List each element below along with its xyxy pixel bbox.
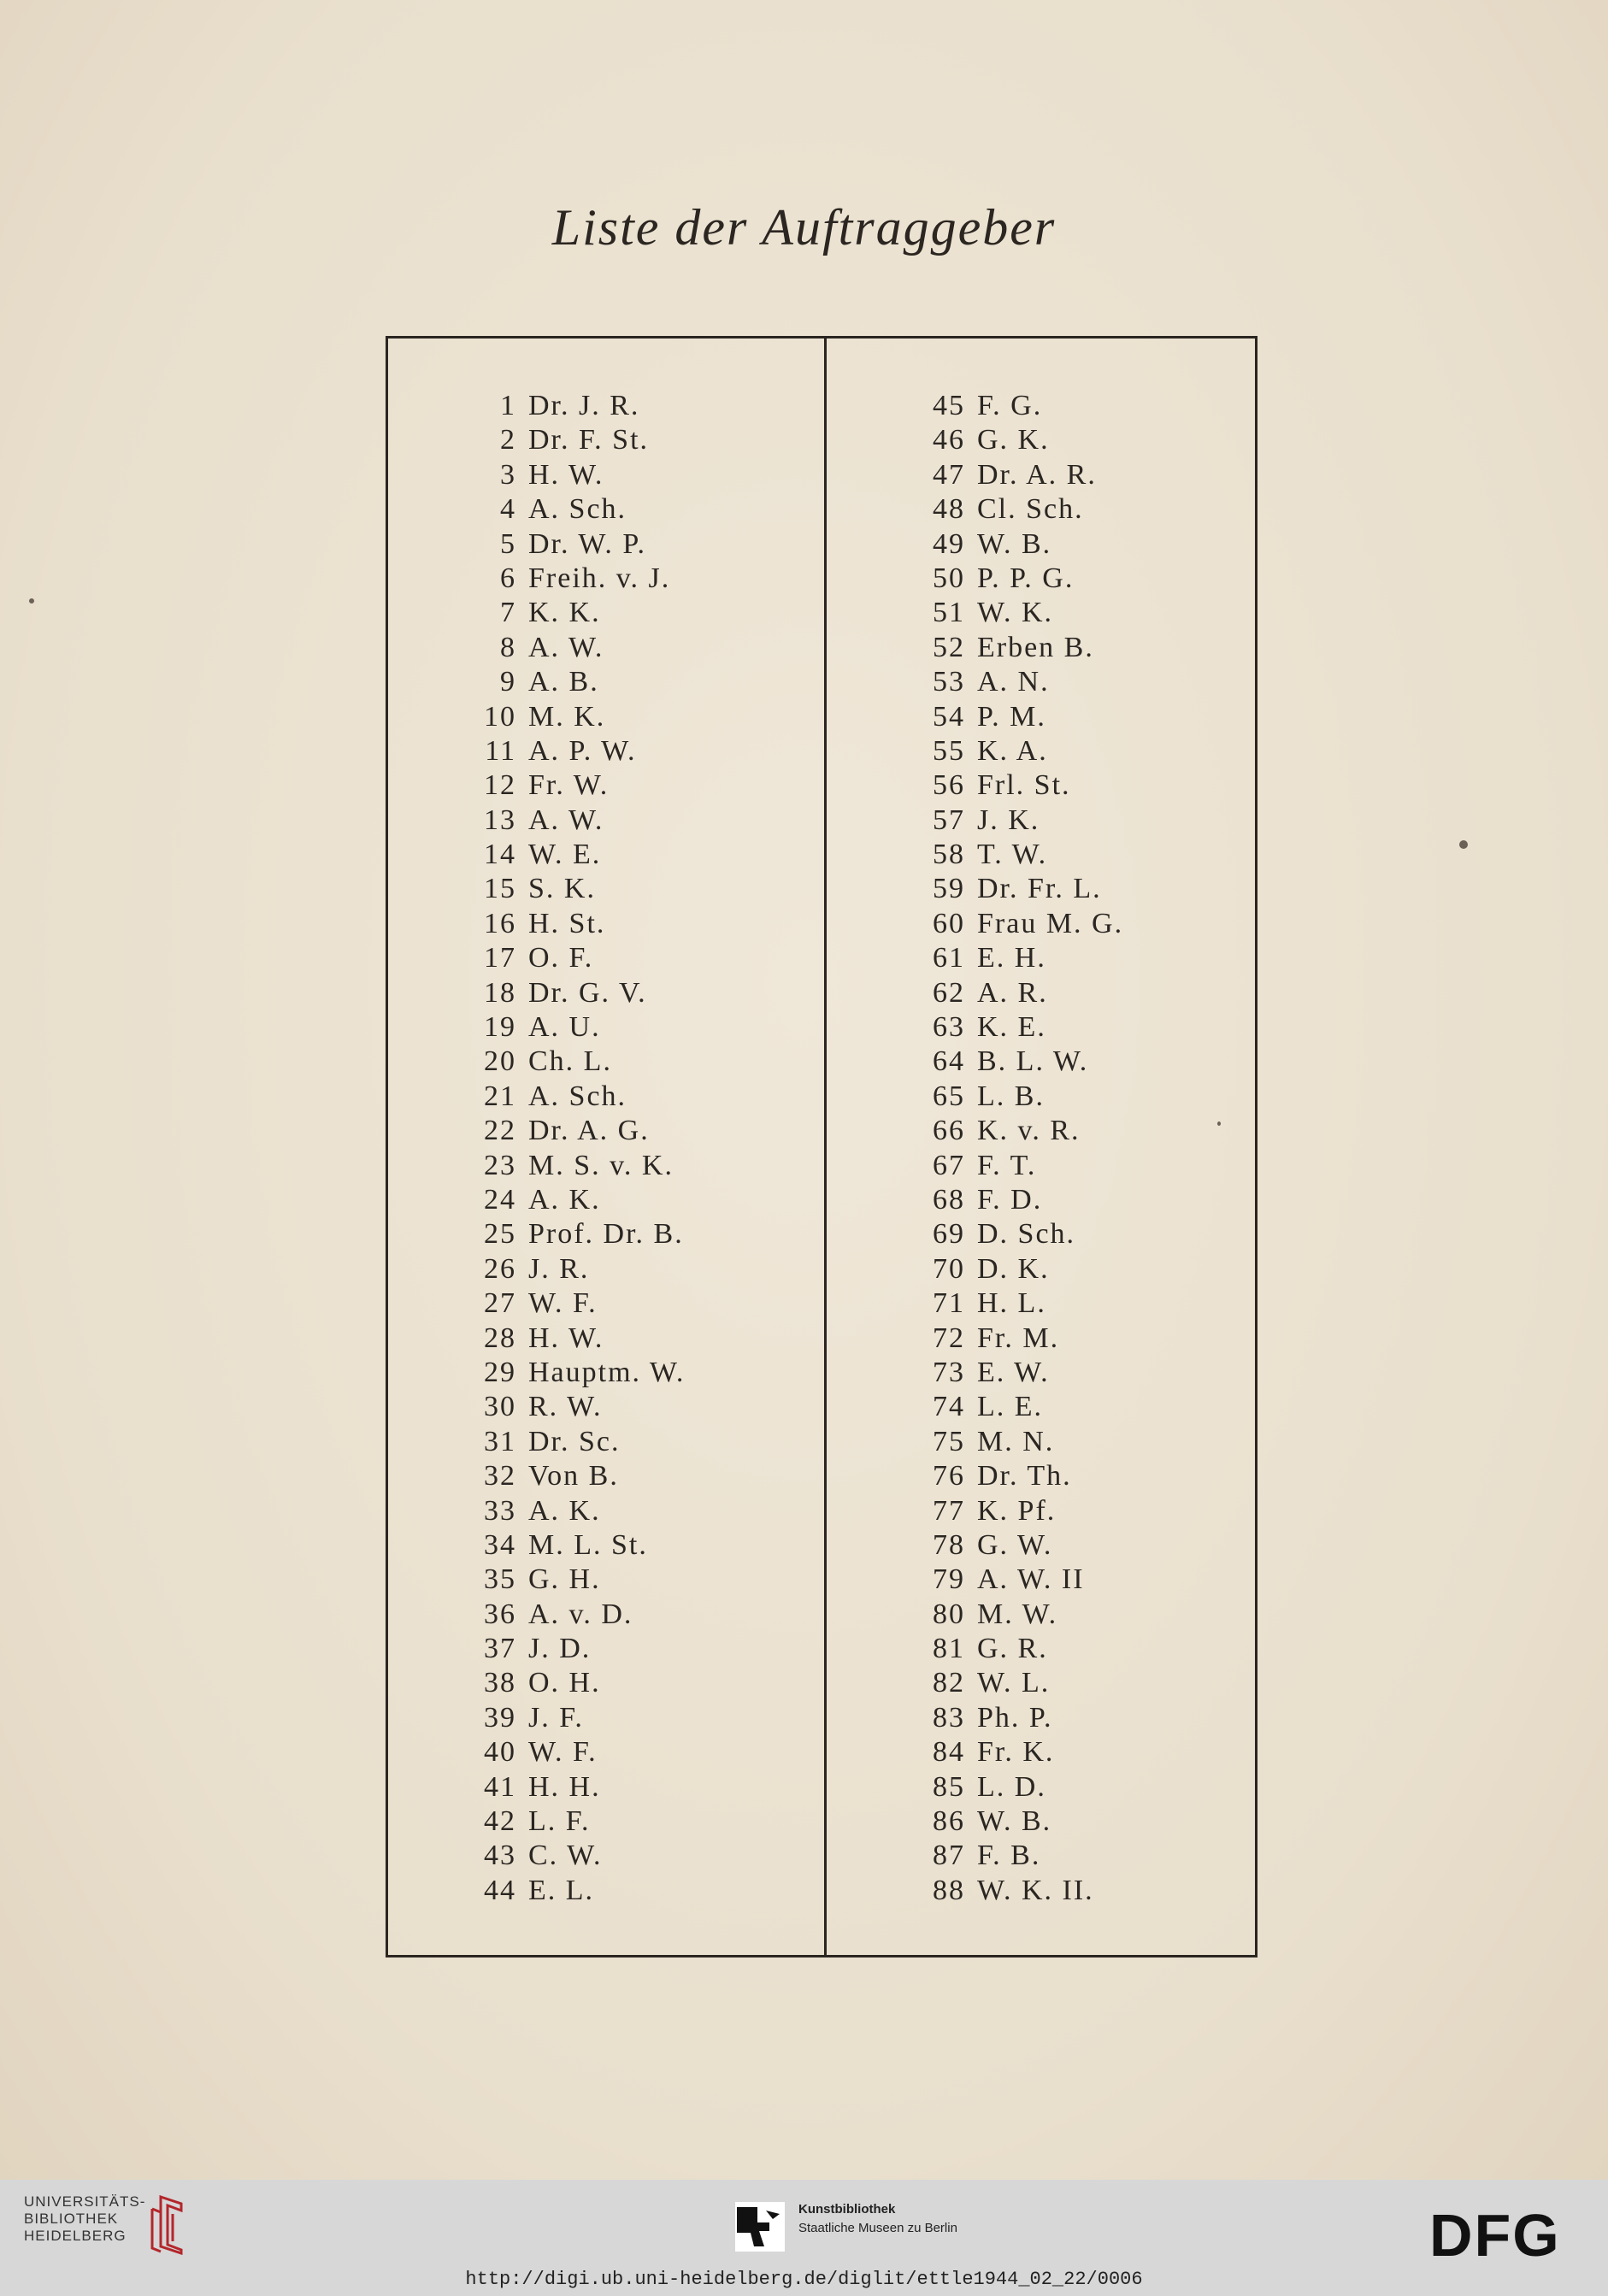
list-item: [910, 1217, 1123, 1251]
list-item: [910, 768, 1123, 803]
paper-speck: [29, 598, 34, 603]
entry-initials: K. E.: [977, 1011, 1046, 1044]
kb-title: Kunstbibliothek: [798, 2202, 896, 2217]
entry-initials: A. N.: [977, 666, 1050, 698]
entry-number: 29: [484, 1356, 516, 1388]
entry-number: 71: [933, 1287, 965, 1320]
entry-initials: W. B.: [977, 527, 1052, 560]
entry-number: 9: [500, 666, 516, 698]
entry-initials: T. W.: [977, 839, 1048, 871]
list-item: [462, 941, 685, 975]
list-item: [910, 492, 1123, 527]
list-item: [910, 1839, 1123, 1873]
entry-initials: E. L.: [528, 1874, 595, 1906]
list-item: [910, 1666, 1123, 1700]
entry-number: 5: [500, 527, 516, 560]
entry-number: 52: [933, 631, 965, 663]
entry-number: 69: [933, 1218, 965, 1251]
entry-initials: A. W. II: [977, 1563, 1085, 1596]
entry-number: 3: [500, 458, 516, 491]
list-item: [462, 423, 685, 457]
entry-initials: Fr. W.: [528, 769, 610, 802]
entry-number: 40: [484, 1736, 516, 1769]
entry-initials: E. W.: [977, 1356, 1050, 1388]
entry-number: 30: [484, 1391, 516, 1423]
entry-initials: O. H.: [528, 1667, 601, 1699]
entry-number: 76: [933, 1460, 965, 1492]
entry-initials: S. K.: [528, 873, 596, 905]
entry-initials: D. Sch.: [977, 1218, 1076, 1251]
entry-initials: Dr. G. V.: [528, 976, 647, 1009]
entry-initials: Dr. F. St.: [528, 424, 650, 456]
entry-number: 26: [484, 1252, 516, 1285]
entry-initials: O. F.: [528, 942, 594, 974]
list-item: [910, 804, 1123, 838]
entry-initials: J. F.: [528, 1701, 584, 1734]
entry-initials: A. W.: [528, 804, 604, 836]
entry-initials: F. B.: [977, 1840, 1041, 1872]
entry-initials: M. L. St.: [528, 1528, 648, 1561]
entry-number: 32: [484, 1460, 516, 1492]
list-item: [462, 1839, 685, 1873]
entry-number: 13: [484, 804, 516, 836]
ub-heidelberg-label: [24, 2193, 145, 2245]
entry-initials: Ch. L.: [528, 1045, 612, 1078]
entry-number: 6: [500, 562, 516, 594]
list-item: [462, 1563, 685, 1597]
column-divider: [824, 339, 827, 1955]
entry-number: 60: [933, 907, 965, 939]
entry-initials: A. Sch.: [528, 493, 627, 526]
list-item: [910, 1322, 1123, 1356]
entry-number: 11: [485, 734, 516, 767]
list-item: [910, 1286, 1123, 1321]
list-item: [910, 941, 1123, 975]
entry-initials: W. E.: [528, 839, 602, 871]
entry-initials: R. W.: [528, 1391, 603, 1423]
entry-initials: J. K.: [977, 804, 1040, 836]
list-item: [462, 1322, 685, 1356]
entry-initials: Cl. Sch.: [977, 493, 1084, 526]
entry-initials: H. St.: [528, 907, 606, 939]
entry-number: 47: [933, 458, 965, 491]
entry-initials: M. S. v. K.: [528, 1149, 674, 1181]
list-item: [462, 665, 685, 699]
paper-speck: [1459, 840, 1468, 849]
list-item: [910, 1425, 1123, 1459]
entry-initials: P. P. G.: [977, 562, 1075, 594]
entry-initials: Fr. M.: [977, 1322, 1060, 1354]
entry-number: 49: [933, 527, 965, 560]
entry-initials: A. P. W.: [528, 734, 637, 767]
entry-number: 51: [933, 597, 965, 629]
entry-initials: A. R.: [977, 976, 1048, 1009]
list-item: [462, 492, 685, 527]
list-item: [462, 1804, 685, 1839]
ub-line-1: UNIVERSITÄTS-: [24, 2193, 146, 2210]
list-item: [462, 1356, 685, 1390]
entry-initials: H. W.: [528, 458, 604, 491]
entry-initials: Fr. K.: [977, 1736, 1055, 1769]
list-item: [910, 527, 1123, 562]
entry-number: 39: [484, 1701, 516, 1734]
entry-number: 4: [500, 493, 516, 526]
list-item: [910, 1804, 1123, 1839]
entry-initials: Frl. St.: [977, 769, 1071, 802]
list-item: [910, 458, 1123, 492]
list-item: [462, 1183, 685, 1217]
list-item: [462, 1114, 685, 1148]
entry-initials: G. K.: [977, 424, 1050, 456]
entry-number: 18: [484, 976, 516, 1009]
list-item: [910, 1010, 1123, 1045]
entry-number: 37: [484, 1633, 516, 1665]
list-item: [910, 596, 1123, 630]
entry-initials: A. Sch.: [528, 1080, 627, 1112]
list-item: [462, 1045, 685, 1079]
list-item: [462, 1425, 685, 1459]
entry-number: 88: [933, 1874, 965, 1906]
dfg-logo: DFG: [1429, 2202, 1561, 2269]
list-item: [910, 1252, 1123, 1286]
entry-number: 87: [933, 1840, 965, 1872]
entry-number: 24: [484, 1183, 516, 1216]
entry-number: 64: [933, 1045, 965, 1078]
entry-initials: Hauptm. W.: [528, 1356, 686, 1388]
entry-number: 10: [484, 700, 516, 733]
right-column: [910, 389, 1123, 1908]
list-item: [910, 838, 1123, 872]
list-item: [462, 527, 685, 562]
list-item: [910, 1874, 1123, 1908]
entry-initials: D. K.: [977, 1252, 1050, 1285]
kunstbibliothek-label: [798, 2200, 957, 2238]
list-item: [462, 562, 685, 596]
entry-initials: Dr. Fr. L.: [977, 873, 1102, 905]
list-item: [910, 562, 1123, 596]
list-item: [462, 1494, 685, 1528]
entry-initials: Dr. J. R.: [528, 390, 640, 421]
entry-number: 77: [933, 1494, 965, 1527]
list-item: [910, 734, 1123, 768]
entry-initials: K. Pf.: [977, 1494, 1057, 1527]
entry-initials: G. H.: [528, 1563, 601, 1596]
entry-number: 35: [484, 1563, 516, 1596]
entry-initials: J. R.: [528, 1252, 590, 1285]
entry-number: 20: [484, 1045, 516, 1078]
entry-number: 54: [933, 700, 965, 733]
list-item: [910, 976, 1123, 1010]
entry-number: 50: [933, 562, 965, 594]
entry-number: 61: [933, 942, 965, 974]
entry-initials: K. v. R.: [977, 1115, 1081, 1147]
entry-initials: M. N.: [977, 1425, 1055, 1457]
entry-number: 45: [933, 390, 965, 421]
entry-number: 73: [933, 1356, 965, 1388]
entry-number: 70: [933, 1252, 965, 1285]
list-item: [462, 1459, 685, 1493]
entry-initials: F. T.: [977, 1149, 1037, 1181]
entry-number: 28: [484, 1322, 516, 1354]
entry-number: 62: [933, 976, 965, 1009]
entry-number: 1: [500, 390, 516, 421]
entry-initials: W. K.: [977, 597, 1054, 629]
entry-number: 42: [484, 1805, 516, 1838]
entry-initials: G. W.: [977, 1528, 1053, 1561]
list-item: [910, 389, 1123, 423]
entry-initials: Von B.: [528, 1460, 619, 1492]
list-item: [462, 1390, 685, 1424]
entry-initials: F. G.: [977, 390, 1043, 421]
entry-initials: K. A.: [977, 734, 1048, 767]
entry-number: 12: [484, 769, 516, 802]
entry-initials: A. W.: [528, 631, 604, 663]
entry-initials: J. D.: [528, 1633, 592, 1665]
entry-number: 41: [484, 1770, 516, 1803]
entry-number: 8: [500, 631, 516, 663]
list-item: [462, 1080, 685, 1114]
entry-number: 23: [484, 1149, 516, 1181]
list-item: [910, 1632, 1123, 1666]
left-column: [462, 389, 685, 1908]
list-item: [462, 1217, 685, 1251]
list-item: [910, 423, 1123, 457]
entry-initials: K. K.: [528, 597, 601, 629]
list-item: [910, 1701, 1123, 1735]
list-item: [910, 1598, 1123, 1632]
list-item: [910, 700, 1123, 734]
entry-initials: M. K.: [528, 700, 606, 733]
entry-number: 65: [933, 1080, 965, 1112]
list-item: [910, 665, 1123, 699]
list-item: [462, 458, 685, 492]
entry-initials: Dr. Th.: [977, 1460, 1072, 1492]
list-item: [910, 872, 1123, 906]
entry-number: 7: [500, 597, 516, 629]
entry-initials: Erben B.: [977, 631, 1094, 663]
entry-initials: B. L. W.: [977, 1045, 1089, 1078]
list-item: [462, 631, 685, 665]
entry-initials: C. W.: [528, 1840, 603, 1872]
entry-initials: Frau M. G.: [977, 907, 1124, 939]
list-item: [462, 1735, 685, 1769]
list-item: [462, 1010, 685, 1045]
ub-line-2: BIBLIOTHEK: [24, 2211, 119, 2227]
entry-initials: E. H.: [977, 942, 1046, 974]
entry-initials: A. v. D.: [528, 1598, 633, 1630]
entry-number: 85: [933, 1770, 965, 1803]
entry-number: 55: [933, 734, 965, 767]
kunstbibliothek-eagle-icon: [735, 2202, 785, 2252]
entry-initials: Dr. W. P.: [528, 527, 646, 560]
entry-number: 43: [484, 1840, 516, 1872]
entry-number: 46: [933, 424, 965, 456]
entry-initials: L. D.: [977, 1770, 1046, 1803]
entry-initials: W. K. II.: [977, 1874, 1094, 1906]
list-item: [910, 1563, 1123, 1597]
list-item: [910, 1390, 1123, 1424]
entry-number: 72: [933, 1322, 965, 1354]
list-item: [462, 907, 685, 941]
entry-number: 2: [500, 424, 516, 456]
entry-number: 48: [933, 493, 965, 526]
entry-number: 78: [933, 1528, 965, 1561]
entry-number: 25: [484, 1218, 516, 1251]
entry-number: 27: [484, 1287, 516, 1320]
entry-number: 59: [933, 873, 965, 905]
entry-initials: W. F.: [528, 1736, 598, 1769]
list-item: [462, 976, 685, 1010]
entry-number: 31: [484, 1425, 516, 1457]
list-item: [910, 1528, 1123, 1563]
list-item: [462, 1252, 685, 1286]
entry-number: 58: [933, 839, 965, 871]
entry-number: 82: [933, 1667, 965, 1699]
list-item: [462, 700, 685, 734]
entry-number: 84: [933, 1736, 965, 1769]
entry-initials: Dr. A. G.: [528, 1115, 650, 1147]
list-item: [462, 1701, 685, 1735]
list-item: [910, 1770, 1123, 1804]
entry-number: 53: [933, 666, 965, 698]
list-item: [910, 1045, 1123, 1079]
list-item: [462, 804, 685, 838]
entry-number: 16: [484, 907, 516, 939]
heidelberg-library-logo-icon: [144, 2193, 195, 2255]
entry-initials: Ph. P.: [977, 1701, 1053, 1734]
entry-number: 44: [484, 1874, 516, 1906]
list-item: [462, 596, 685, 630]
entry-initials: L. B.: [977, 1080, 1045, 1112]
kb-subtitle: Staatliche Museen zu Berlin: [798, 2221, 957, 2235]
list-item: [462, 1528, 685, 1563]
entry-initials: F. D.: [977, 1183, 1043, 1216]
list-item: [462, 1149, 685, 1183]
entry-number: 83: [933, 1701, 965, 1734]
permalink-url[interactable]: http://digi.ub.uni-heidelberg.de/diglit/ettle1944_02_22/0006: [465, 2269, 1143, 2290]
list-item: [462, 1666, 685, 1700]
entry-number: 14: [484, 839, 516, 871]
ub-line-3: HEIDELBERG: [24, 2228, 127, 2244]
list-item: [462, 1286, 685, 1321]
entry-number: 56: [933, 769, 965, 802]
list-item: [462, 1598, 685, 1632]
entry-number: 34: [484, 1528, 516, 1561]
list-item: [910, 1114, 1123, 1148]
entry-initials: W. L.: [977, 1667, 1051, 1699]
entry-initials: W. F.: [528, 1287, 598, 1320]
entry-number: 80: [933, 1598, 965, 1630]
list-item: [910, 1080, 1123, 1114]
entry-number: 74: [933, 1391, 965, 1423]
list-item: [910, 907, 1123, 941]
entry-number: 33: [484, 1494, 516, 1527]
entry-number: 75: [933, 1425, 965, 1457]
entry-initials: Dr. Sc.: [528, 1425, 621, 1457]
entry-number: 68: [933, 1183, 965, 1216]
list-item: [910, 1149, 1123, 1183]
list-item: [462, 1770, 685, 1804]
list-item: [910, 1735, 1123, 1769]
entry-initials: H. W.: [528, 1322, 604, 1354]
entry-initials: W. B.: [977, 1805, 1052, 1838]
entry-initials: Freih. v. J.: [528, 562, 671, 594]
entry-initials: L. E.: [977, 1391, 1044, 1423]
entry-initials: A. B.: [528, 666, 599, 698]
entry-initials: Prof. Dr. B.: [528, 1218, 684, 1251]
list-item: [910, 1183, 1123, 1217]
entry-number: 15: [484, 873, 516, 905]
list-item: [910, 631, 1123, 665]
list-item: [462, 1874, 685, 1908]
entry-initials: M. W.: [977, 1598, 1058, 1630]
entry-number: 21: [484, 1080, 516, 1112]
entry-number: 79: [933, 1563, 965, 1596]
entry-number: 81: [933, 1633, 965, 1665]
entry-initials: H. H.: [528, 1770, 601, 1803]
entry-number: 67: [933, 1149, 965, 1181]
page-title: Liste der Auftraggeber: [551, 199, 1057, 256]
entry-initials: H. L.: [977, 1287, 1046, 1320]
list-item: [910, 1494, 1123, 1528]
entry-number: 66: [933, 1115, 965, 1147]
entry-initials: Dr. A. R.: [977, 458, 1097, 491]
list-item: [462, 872, 685, 906]
list-item: [462, 768, 685, 803]
entry-initials: A. K.: [528, 1183, 601, 1216]
entry-number: 17: [484, 942, 516, 974]
list-item: [462, 734, 685, 768]
list-item: [462, 838, 685, 872]
entry-number: 86: [933, 1805, 965, 1838]
entry-initials: A. U.: [528, 1011, 601, 1044]
entry-initials: G. R.: [977, 1633, 1048, 1665]
entry-number: 63: [933, 1011, 965, 1044]
entry-number: 19: [484, 1011, 516, 1044]
entry-initials: P. M.: [977, 700, 1046, 733]
list-item: [910, 1459, 1123, 1493]
entry-number: 57: [933, 804, 965, 836]
list-item: [910, 1356, 1123, 1390]
list-item: [462, 389, 685, 423]
entry-number: 36: [484, 1598, 516, 1630]
entry-number: 22: [484, 1115, 516, 1147]
entry-initials: A. K.: [528, 1494, 601, 1527]
entry-number: 38: [484, 1667, 516, 1699]
list-item: [462, 1632, 685, 1666]
entry-initials: L. F.: [528, 1805, 591, 1838]
